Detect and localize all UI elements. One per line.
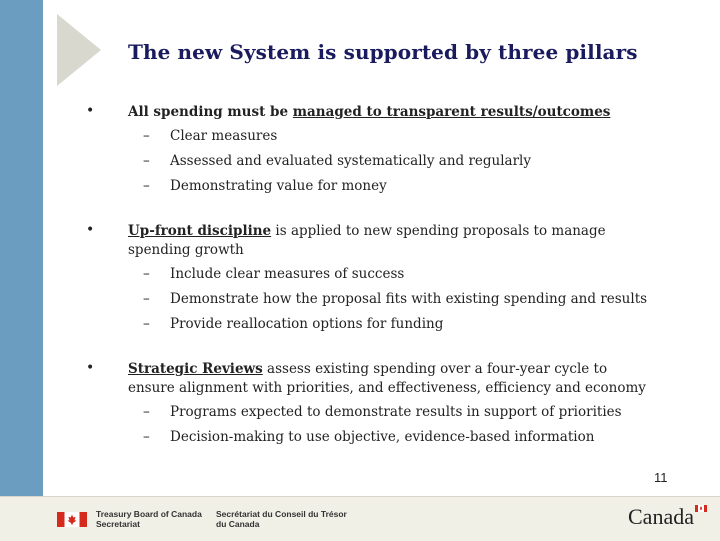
department-name-fr: Secrétariat du Conseil du Trésor du Canada — [216, 509, 347, 529]
pillar-2-sub-3: Provide reallocation options for funding — [170, 316, 444, 332]
canada-wordmark: Canada — [628, 504, 694, 529]
dash: – — [143, 153, 150, 169]
chevron-arrow-icon — [57, 14, 101, 86]
dash: – — [143, 178, 150, 194]
dash: – — [143, 429, 150, 445]
bullet-3: • — [86, 360, 95, 376]
pillar-3-text: Strategic Reviews assess existing spending over a four-year cycle to ensure alignment with priorities, and effectiveness, efficiency and economy — [128, 361, 646, 396]
pillar-2-text: Up-front discipline is applied to new spending proposals to manage spending growth — [128, 223, 606, 258]
dash: – — [143, 128, 150, 144]
pillar-1-sub-3: Demonstrating value for money — [170, 178, 387, 194]
slide-title: The new System is supported by three pillars — [128, 40, 638, 64]
dash: – — [143, 266, 150, 282]
page-number: 11 — [654, 470, 668, 485]
pillar-1-text: All spending must be managed to transparent results/outcomes — [128, 104, 611, 120]
dash: – — [143, 316, 150, 332]
pillar-3-sub-2: Decision-making to use objective, evidence-based information — [170, 429, 595, 445]
department-name-en: Treasury Board of Canada Secretariat — [96, 509, 202, 529]
side-accent-bar — [0, 0, 43, 496]
dash: – — [143, 291, 150, 307]
dash: – — [143, 404, 150, 420]
pillar-1-sub-1: Clear measures — [170, 128, 278, 144]
pillar-1-sub-2: Assessed and evaluated systematically and regularly — [170, 153, 531, 169]
canada-flag-icon — [57, 512, 87, 527]
pillar-2-sub-1: Include clear measures of success — [170, 266, 405, 282]
pillar-3-sub-1: Programs expected to demonstrate results in support of priorities — [170, 404, 622, 420]
footer-banner — [0, 496, 720, 541]
bullet-1: • — [86, 103, 95, 119]
wordmark-flag-icon — [695, 505, 707, 512]
pillar-2-sub-2: Demonstrate how the proposal fits with existing spending and results — [170, 291, 648, 307]
bullet-2: • — [86, 222, 95, 238]
